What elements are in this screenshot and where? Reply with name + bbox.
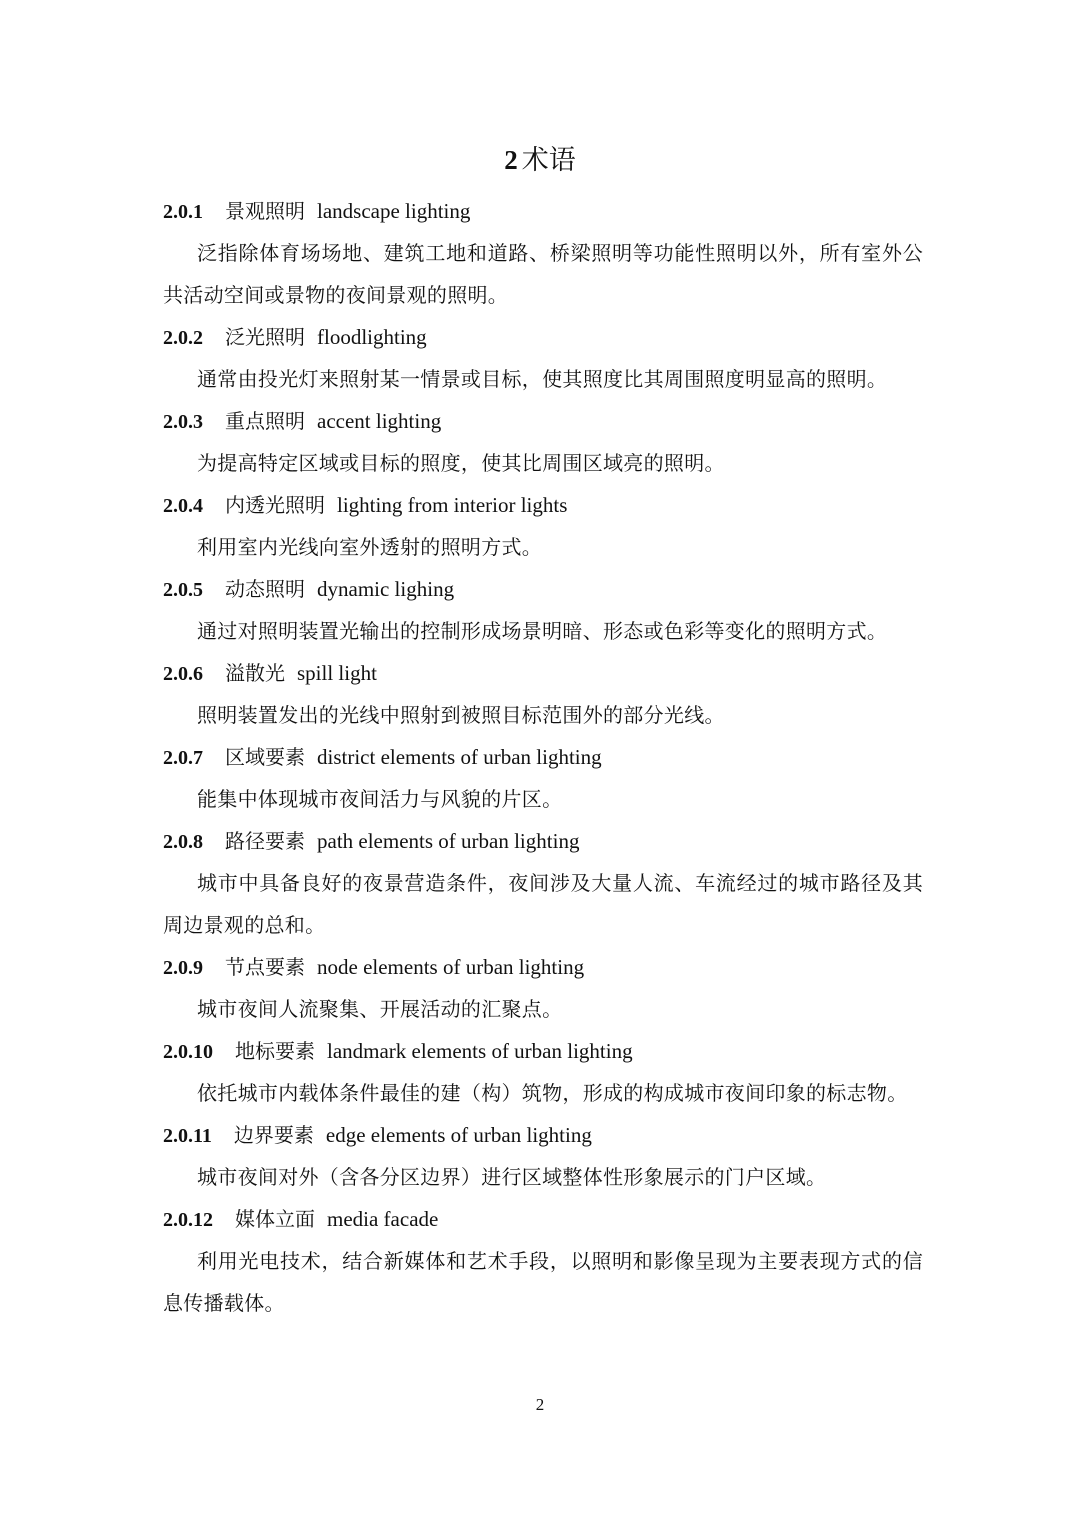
- term-entry: [163, 736, 923, 820]
- section-title: 术语: [521, 145, 576, 176]
- term-entry: [163, 316, 923, 400]
- term-code: 2.0.4: [163, 495, 203, 517]
- term-english: node elements of urban lighting: [317, 955, 585, 979]
- term-english: landmark elements of urban lighting: [327, 1039, 633, 1063]
- term-definition: 城市夜间人流聚集、开展活动的汇聚点。: [197, 997, 563, 1021]
- term-english: path elements of urban lighting: [317, 829, 580, 853]
- term-chinese: 地标要素: [235, 1039, 315, 1063]
- term-code: 2.0.6: [163, 663, 203, 685]
- page-number: 2: [535, 1395, 545, 1414]
- section-heading: [0, 140, 1080, 181]
- section-number: 2: [504, 145, 518, 175]
- term-english: lighting from interior lights: [337, 493, 568, 517]
- term-definition: 能集中体现城市夜间活力与风貌的片区。: [197, 787, 563, 811]
- term-code: 2.0.5: [163, 579, 203, 601]
- term-chinese: 节点要素: [225, 955, 305, 979]
- term-chinese: 媒体立面: [235, 1207, 315, 1231]
- term-code: 2.0.3: [163, 411, 203, 433]
- term-definition: 城市中具备良好的夜景营造条件，夜间涉及大量人流、车流经过的城市路径及其周边景观的总和。: [163, 871, 923, 937]
- term-chinese: 景观照明: [225, 199, 305, 223]
- term-entry: [163, 568, 923, 652]
- term-definition: 利用室内光线向室外透射的照明方式。: [197, 535, 543, 559]
- term-header: [163, 652, 923, 694]
- term-header: [163, 736, 923, 778]
- term-entry: [163, 820, 923, 946]
- term-header: [163, 316, 923, 358]
- term-english: accent lighting: [317, 409, 442, 433]
- term-entry: [163, 1198, 923, 1324]
- term-entry: [163, 484, 923, 568]
- term-english: floodlighting: [317, 325, 427, 349]
- term-header: [163, 820, 923, 862]
- term-english: edge elements of urban lighting: [325, 1123, 592, 1147]
- term-chinese: 重点照明: [225, 409, 305, 433]
- term-definition: 泛指除体育场场地、建筑工地和道路、桥梁照明等功能性照明以外，所有室外公共活动空间或景物的夜间景观的照明。: [163, 241, 923, 307]
- term-definition: 为提高特定区域或目标的照度，使其比周围区域亮的照明。: [197, 451, 725, 475]
- term-code: 2.0.9: [163, 957, 203, 979]
- term-header: [163, 1198, 923, 1240]
- term-code: 2.0.10: [163, 1041, 213, 1063]
- term-english: media facade: [327, 1207, 439, 1231]
- term-definition: 利用光电技术，结合新媒体和艺术手段，以照明和影像呈现为主要表现方式的信息传播载体。: [163, 1249, 923, 1315]
- term-definition: 城市夜间对外（含各分区边界）进行区域整体性形象展示的门户区域。: [197, 1165, 827, 1189]
- term-entry: [163, 652, 923, 736]
- term-definition: 通常由投光灯来照射某一情景或目标，使其照度比其周围照度明显高的照明。: [197, 367, 888, 391]
- term-chinese: 区域要素: [225, 745, 305, 769]
- term-header: [163, 400, 923, 442]
- term-definition: 通过对照明装置光输出的控制形成场景明暗、形态或色彩等变化的照明方式。: [197, 619, 888, 643]
- term-code: 2.0.7: [163, 747, 203, 769]
- term-definition: 照明装置发出的光线中照射到被照目标范围外的部分光线。: [197, 703, 725, 727]
- term-entry: [163, 1030, 923, 1114]
- term-header: [163, 1114, 923, 1156]
- term-chinese: 泛光照明: [225, 325, 305, 349]
- term-chinese: 路径要素: [225, 829, 305, 853]
- term-header: [163, 190, 923, 232]
- term-english: district elements of urban lighting: [317, 745, 602, 769]
- term-entry: [163, 400, 923, 484]
- term-chinese: 边界要素: [233, 1123, 314, 1147]
- term-entry: [163, 1114, 923, 1198]
- term-entry: [163, 946, 923, 1030]
- term-english: dynamic lighing: [317, 577, 455, 601]
- term-chinese: 溢散光: [225, 661, 285, 685]
- term-chinese: 动态照明: [225, 577, 305, 601]
- term-code: 2.0.12: [163, 1209, 213, 1231]
- term-header: [163, 568, 923, 610]
- term-header: [163, 1030, 923, 1072]
- term-code: 2.0.8: [163, 831, 203, 853]
- term-code: 2.0.2: [163, 327, 203, 349]
- term-header: [163, 946, 923, 988]
- term-code: 2.0.11: [163, 1125, 212, 1147]
- term-english: spill light: [297, 661, 377, 685]
- term-header: [163, 484, 923, 526]
- term-entry: [163, 190, 923, 316]
- terms-list: [163, 190, 923, 1324]
- term-english: landscape lighting: [317, 199, 471, 223]
- term-chinese: 内透光照明: [225, 493, 325, 517]
- term-code: 2.0.1: [163, 201, 203, 223]
- term-definition: 依托城市内载体条件最佳的建（构）筑物，形成的构成城市夜间印象的标志物。: [197, 1081, 908, 1105]
